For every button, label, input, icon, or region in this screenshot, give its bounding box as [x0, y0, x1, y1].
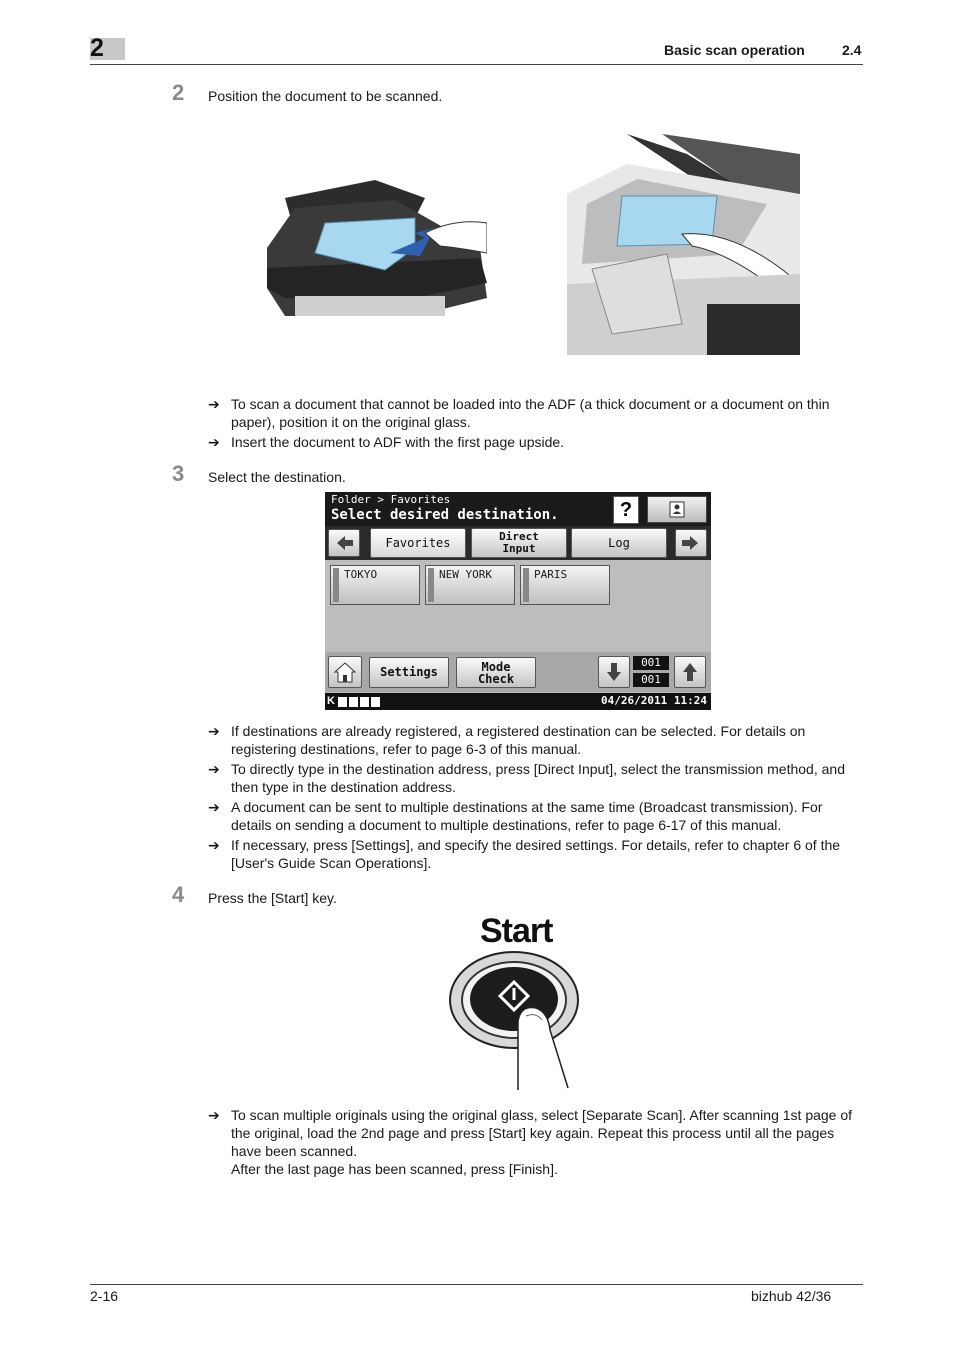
- start-key-illustration: [448, 950, 583, 1090]
- breadcrumb: Folder > Favorites: [331, 493, 451, 506]
- mode-check-button[interactable]: Mode Check: [456, 657, 536, 688]
- address-book-button[interactable]: [647, 496, 707, 523]
- tab-bar: [325, 526, 711, 560]
- note-item: ➔ A document can be sent to multiple destinations at the same time (Broadcast transmission). For details on sending a document to multiple destinations, refer to page 6-17 of this manual.: [208, 799, 823, 833]
- note-item: ➔ To scan multiple originals using the original glass, select [Separate Scan]. After scanning 1st page of the original, load the 2nd page and press [Start] key again. Repeat this process until all the pages have been scanned. After the last page has been scanned, press [Finish].: [208, 1107, 853, 1177]
- step-number-3: 3: [172, 461, 185, 486]
- note-item: ➔ Insert the document to ADF with the first page upside.: [208, 434, 565, 450]
- toner-level-icon: [371, 697, 380, 707]
- toner-level-icon: [360, 697, 369, 707]
- destination-panel: [325, 492, 711, 710]
- footer-rule: [90, 1284, 863, 1285]
- arrow-bullet-icon: ➔: [208, 761, 220, 777]
- chapter-number: 2: [90, 34, 104, 62]
- adf-loading-illustration: [265, 178, 487, 318]
- settings-button[interactable]: Settings: [369, 657, 449, 688]
- step-number-4: 4: [172, 882, 185, 907]
- panel-title: Select desired destination.: [331, 507, 559, 523]
- step-4-notes: [208, 1106, 863, 1180]
- header-rule: [90, 64, 863, 65]
- note-item: ➔ If destinations are already registered, a registered destination can be selected. For details on registering destinations, refer to page 6-3 of this manual.: [208, 723, 806, 757]
- step-2-notes: [208, 395, 863, 453]
- note-item: ➔ If necessary, press [Settings], and specify the desired settings. For details, refer to chapter 6 of the [User's Guide Scan Operations].: [208, 837, 841, 871]
- datetime: 04/26/2011 11:24: [601, 694, 707, 707]
- tab-favorites[interactable]: Favorites: [370, 528, 466, 558]
- prev-tab-button[interactable]: [328, 529, 360, 557]
- step-text-3: Select the destination.: [208, 469, 346, 485]
- help-button[interactable]: ?: [613, 496, 639, 524]
- tab-direct-input[interactable]: Direct Input: [471, 528, 567, 558]
- arrow-bullet-icon: ➔: [208, 723, 220, 739]
- start-key-label: Start: [480, 912, 553, 950]
- address-book-icon: [648, 497, 706, 522]
- arrow-bullet-icon: ➔: [208, 837, 220, 853]
- product-name: bizhub 42/36: [751, 1288, 832, 1304]
- next-tab-button[interactable]: [675, 529, 707, 557]
- tab-log[interactable]: Log: [571, 528, 667, 558]
- arrow-bullet-icon: ➔: [208, 434, 220, 450]
- page-current: 001: [633, 656, 669, 670]
- running-title: Basic scan operation: [664, 42, 805, 58]
- panel-title-bar: [325, 492, 711, 526]
- original-glass-illustration: [567, 134, 800, 355]
- note-item: ➔ To scan a document that cannot be loaded into the ADF (a thick document or a document on thin paper), position it on the original glass.: [208, 396, 830, 430]
- toner-label: K: [327, 695, 335, 707]
- toner-level-icon: [338, 697, 347, 707]
- scroll-down-button[interactable]: [598, 656, 630, 688]
- note-item: ➔ To directly type in the destination address, press [Direct Input], select the transmission method, and then type in the destination address.: [208, 761, 845, 795]
- destination-button[interactable]: PARIS: [520, 565, 610, 605]
- step-number-2: 2: [172, 80, 185, 105]
- destination-button[interactable]: TOKYO: [330, 565, 420, 605]
- arrow-bullet-icon: ➔: [208, 396, 220, 412]
- scroll-up-button[interactable]: [674, 656, 706, 688]
- panel-footer: [325, 652, 711, 692]
- page-total: 001: [633, 673, 669, 687]
- arrow-down-icon: [599, 657, 629, 687]
- step-text-2: Position the document to be scanned.: [208, 88, 443, 104]
- home-icon: [329, 657, 361, 687]
- arrow-right-icon: [676, 530, 706, 556]
- toner-level-icon: [349, 697, 358, 707]
- step-3-notes: [208, 722, 863, 874]
- destination-list: [325, 560, 711, 651]
- arrow-up-icon: [675, 657, 705, 687]
- arrow-left-icon: [329, 530, 359, 556]
- destination-button[interactable]: NEW YORK: [425, 565, 515, 605]
- home-button[interactable]: [328, 656, 362, 688]
- section-number: 2.4: [842, 42, 862, 58]
- page-number: 2-16: [90, 1288, 119, 1304]
- arrow-bullet-icon: ➔: [208, 1107, 220, 1123]
- step-text-4: Press the [Start] key.: [208, 890, 337, 906]
- status-bar: [325, 693, 711, 710]
- arrow-bullet-icon: ➔: [208, 799, 220, 815]
